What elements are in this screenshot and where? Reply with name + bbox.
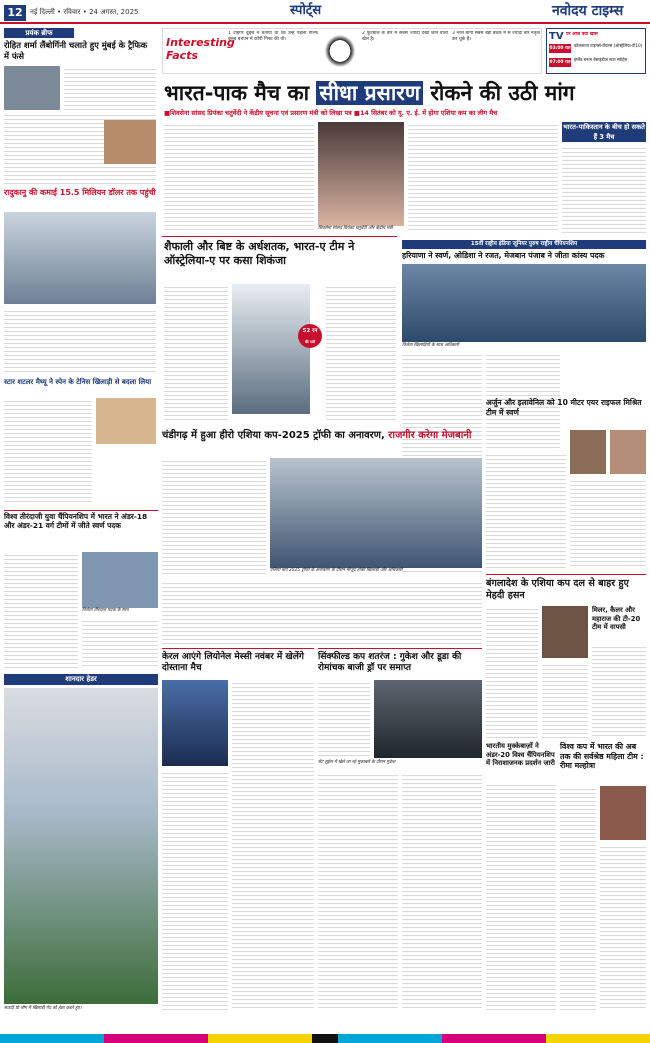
player-photo xyxy=(104,120,156,164)
boxers-text xyxy=(486,782,556,1010)
lead-side-headline: भारत-पाकिस्तान के बीच हो सकते हैं 3 मैच xyxy=(563,123,645,141)
chess-text-1 xyxy=(318,680,370,758)
tv-time-1: 03:00 रात xyxy=(549,46,571,51)
shafali-text-1 xyxy=(164,284,228,420)
section-title: स्पोर्ट्स xyxy=(290,3,322,18)
boxers-headline: भारतीय मुक्केबाज़ों ने अंडर-20 विश्व चैंपियनशिप में निराशाजनक प्रदर्शन जारी xyxy=(486,742,555,768)
arjun-photo xyxy=(570,430,606,474)
messi-photo xyxy=(162,680,228,766)
reema-photo xyxy=(600,786,646,840)
header-caption: सऊदी प्रो लीग में खिलाड़ी गेंद को हेडर करते हुए। xyxy=(4,1006,82,1011)
womenwc-text-2 xyxy=(600,844,646,1010)
trophy-text-2 xyxy=(162,580,482,644)
brief-headline-3: स्टार शटलर मैथ्यू ने स्पेन के टेनिस खिलाड़ी से बदला लिया xyxy=(4,378,152,386)
lead-headline-c: रोकने की उठी मांग xyxy=(430,81,575,105)
archery-headline: विश्व तीरंदाजी युवा चैंपियनशिप में भारत ने अंडर-18 और अंडर-21 वर्ग टीमों में जीते स्वर्ण पदक xyxy=(4,512,148,531)
divider xyxy=(486,574,646,575)
divider xyxy=(162,236,397,237)
header-label: शानदार हेडर xyxy=(4,674,158,685)
shooting-headline: अर्जुन और इलावेनिल को 10 मीटर एयर राइफल मिश्रित टीम में स्वर्ण xyxy=(486,398,642,417)
brief-text-2 xyxy=(4,308,156,374)
divider xyxy=(4,510,158,511)
tv-label: TV xyxy=(549,31,564,42)
divider xyxy=(162,648,314,649)
shafali-text-2 xyxy=(326,284,396,420)
lead-headline xyxy=(164,80,646,106)
lead-caption: शिवसेना सांसद प्रियंका चतुर्वेदी और केंद्रीय मंत्री xyxy=(318,226,393,231)
miller-text xyxy=(592,644,646,738)
womenwc-text-1 xyxy=(560,786,596,1010)
chess-caption: सेंट लुईस में खेले जा रहे मुकाबले के दौरान गुकेश xyxy=(318,760,396,765)
football-icon xyxy=(322,32,358,70)
chess-headline: सिंक्फील्ड कप शतरंज : गुकेश और डूडा की रोमांचक बाजी ड्रॉ पर समाप्त xyxy=(318,652,462,674)
brief-headline-1: रोहित शर्मा लैंबोर्गिनी चलाते हुए मुंबई के ट्रैफिक में फंसे xyxy=(4,40,148,61)
junior-headline: हरियाणा ने स्वर्ण, ओडिशा ने रजत, मेजबान पंजाब ने जीता कांस्य पदक xyxy=(402,251,605,260)
archery-caption: विजेता तीरंदाज़ पदक के साथ xyxy=(82,608,129,613)
shafali-headline: शैफाली और बिष्ट के अर्धशतक, भारत-ए टीम ने ऑस्ट्रेलिया-ए पर कसा शिकंजा xyxy=(164,240,355,267)
archery-text-1 xyxy=(4,552,78,668)
trophy-headline-a: चंडीगढ़ में हुआ हीरो एशिया कप-2025 ट्रॉफी का अनावरण, xyxy=(162,430,385,441)
lead-headline-a: भारत-पाक मैच का xyxy=(164,81,310,105)
shafali-badge-sub: की पारी xyxy=(304,340,316,344)
elavenil-photo xyxy=(610,430,646,474)
lead-text-col3 xyxy=(408,122,558,232)
gukesh-photo xyxy=(374,680,482,758)
brief-text-1 xyxy=(64,66,156,110)
shafali-badge xyxy=(298,324,322,348)
fact-3: 3 नरेश बांगी सबसे बड़ी बैठक में से ज्यादा बार नेतृत्व कर चुके हैं। xyxy=(452,31,540,43)
tv-line: पर आज क्या खास xyxy=(566,32,598,37)
junior-text-3 xyxy=(486,452,566,568)
tv-time-2: 07:00 रात xyxy=(549,60,571,65)
messi-text-2 xyxy=(162,770,228,1010)
shafali-photo xyxy=(232,284,310,414)
junior-caption: विजेता खिलाड़ियों के साथ अधिकारी xyxy=(402,343,459,348)
fact-2: 2 फुटबॉल के बारे में सबसे ज्यादा देखा जाने वाला खेल है। xyxy=(362,31,448,43)
brief-text-3 xyxy=(4,398,92,502)
shafali-badge-value: 52 रन xyxy=(302,328,318,334)
shooting-text xyxy=(570,478,646,568)
tv-show-1: कोलकाता टाइगर्स-रॉयल्स (ऑस्ट्रेलिया-टी10) xyxy=(574,43,643,48)
page-number: 12 xyxy=(4,5,26,21)
tv-show-2: इंग्लैंड बनाम वेस्टइंडीज़ स्टार स्पोर्ट्स xyxy=(574,57,628,62)
bangladesh-headline: बंगलादेश के एशिया कप दल से बाहर हुए मेहदी हसन xyxy=(486,578,629,601)
messi-text-1 xyxy=(232,680,314,1010)
trophy-text-1 xyxy=(162,458,266,576)
chess-text-2 xyxy=(318,772,398,1010)
trophy-photo xyxy=(270,458,482,568)
junior-team-photo xyxy=(402,264,646,342)
brand-logo: नवोदय टाइम्स xyxy=(552,3,624,19)
lead-headline-b: सीधा प्रसारण xyxy=(316,81,423,105)
brief-label: प्रयंक ब्रीफ xyxy=(4,28,74,38)
priyanka-photo xyxy=(318,122,404,226)
trophy-headline xyxy=(162,430,482,442)
trophy-caption: एशिया कप 2025 ट्रॉफी के अनावरण के दौरान मौजूद हॉकी खिलाड़ी और अधिकारी xyxy=(270,568,403,573)
header-photo xyxy=(4,688,158,1004)
miller-headline: मिलर, कैलर और महाराज की टी-20 टीम में वापसी xyxy=(592,606,641,632)
trophy-headline-b: राजगीर करेगा मेजबानी xyxy=(388,430,472,441)
lead-side-text xyxy=(562,145,646,233)
rohit-photo xyxy=(4,66,60,110)
raducanu-photo xyxy=(4,212,156,304)
bangladesh-text-2 xyxy=(542,662,588,738)
lead-kicker: ■शिवसेना सांसद प्रियंका चतुर्वेदी ने केंद्रीय सूचना एवं प्रसारण मंत्री को लिखा पत्र ■14 सितंबर को यू. ए. ई. में होगा एशिया कप का लीग मैच xyxy=(164,109,498,117)
dateline: नई दिल्ली • रविवार • 24 अगस्त, 2025 xyxy=(30,8,139,16)
print-color-strip xyxy=(0,1034,650,1043)
divider xyxy=(318,648,482,649)
archers-photo xyxy=(82,552,158,608)
shuttler-photo xyxy=(96,398,156,444)
messi-headline: केरल आएंगे लियोनेल मेस्सी नवंबर में खेलेंगे दोस्ताना मैच xyxy=(162,652,304,674)
brief-headline-2: रादुकानु की कमाई 15.5 मिलियन डॉलर तक पहुंची xyxy=(4,188,156,197)
archery-text-2 xyxy=(82,618,158,668)
lead-text-col1 xyxy=(164,122,314,232)
womenwc-headline: विश्व कप में भारत की अब तक की सर्वश्रेष्ठ महिला टीम : रीमा मल्होत्रा xyxy=(560,742,644,771)
junior-banner: 15वीं राष्ट्रीय इंडिया जूनियर पुरुष राष्ट्रीय चैंपियनशिप xyxy=(402,240,646,249)
facts-title: Interesting Facts xyxy=(166,36,235,62)
fact-1: 1 टाइगर वुड्स ने बताया था कि उन्हें पहली गोल्फ क्लब बचपन में कॉपी गिफ्ट की थी। xyxy=(228,31,318,43)
mehidy-photo xyxy=(542,606,588,658)
bangladesh-text-1 xyxy=(486,606,538,738)
chess-text-3 xyxy=(402,772,482,1010)
